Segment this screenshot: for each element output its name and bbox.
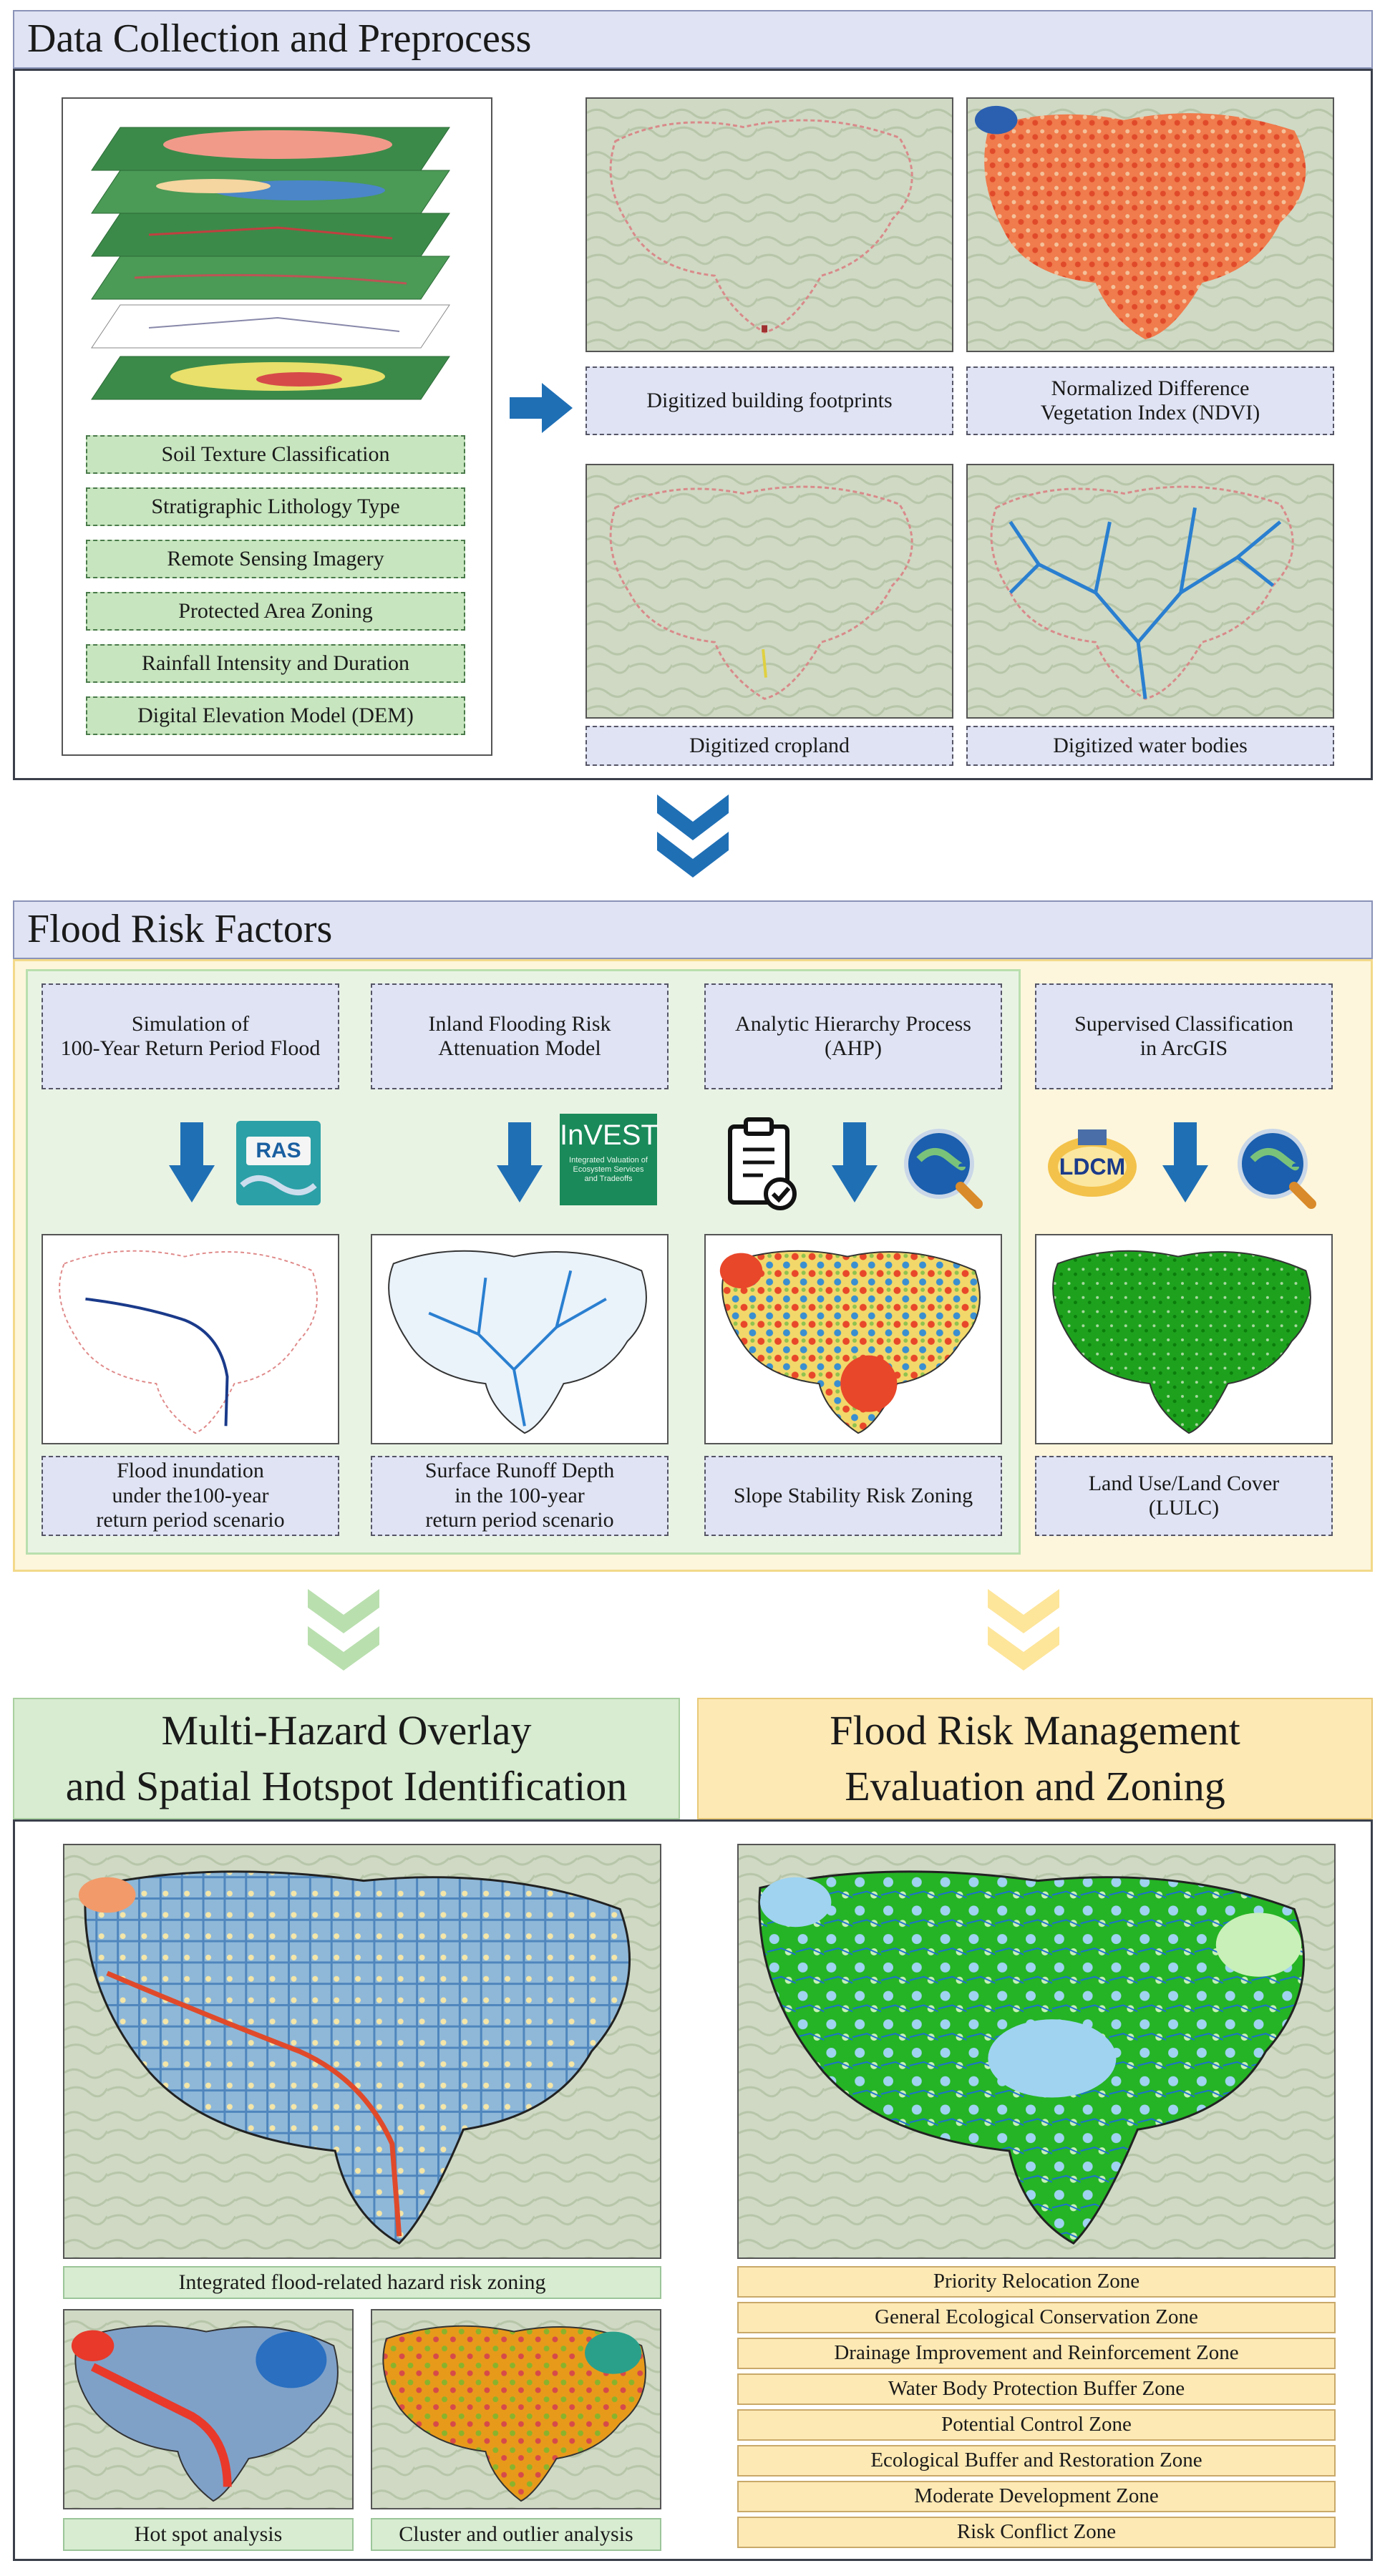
cluster-outlier-map [371,2309,661,2509]
zone-label: Water Body Protection Buffer Zone [737,2373,1336,2405]
hot-spot-map [63,2309,354,2509]
arrow-down-icon [497,1122,543,1202]
invest-title: InVEST [560,1119,659,1151]
method-label: Supervised Classification in ArcGIS [1035,983,1333,1089]
arrow-down-icon [832,1122,878,1202]
integrated-hazard-map [63,1844,661,2259]
risk-management-zoning-map [737,1844,1336,2259]
arcgis-magnifier-icon [898,1124,983,1210]
hot-spot-label: Hot spot analysis [63,2518,354,2551]
zone-label: General Ecological Conservation Zone [737,2302,1336,2333]
output-label: Digitized water bodies [966,726,1334,766]
section-header-data-collection [13,10,1373,69]
output-label: Normalized Difference Vegetation Index (NDVI) [966,366,1334,435]
clipboard-check-icon [723,1117,802,1212]
arrow-down-icon [169,1122,215,1202]
zone-label: Potential Control Zone [737,2409,1336,2441]
result-label: Flood inundation under the100-year return period scenario [42,1456,339,1536]
invest-subtitle: Integrated Valuation of Ecosystem Services and Tradeoffs [569,1156,648,1184]
output-label: Digitized building footprints [585,366,953,435]
ldcm-satellite-icon [1046,1122,1138,1205]
lulc-map [1035,1234,1333,1444]
cropland-map [585,464,953,719]
method-label: Inland Flooding Risk Attenuation Model [371,983,669,1089]
section-title: Data Collection and Preprocess [27,16,532,61]
method-label: Analytic Hierarchy Process (AHP) [704,983,1002,1089]
layer-label: Stratigraphic Lithology Type [86,487,465,526]
section-title: Flood Risk Factors [27,907,333,951]
ndvi-map [966,97,1334,352]
ldcm-text: LDCM [1059,1154,1126,1180]
hec-ras-icon [236,1121,321,1205]
zone-label: Moderate Development Zone [737,2481,1336,2512]
layer-label: Rainfall Intensity and Duration [86,644,465,683]
zone-label: Ecological Buffer and Restoration Zone [737,2445,1336,2477]
chevron-down-icon [988,1589,1059,1678]
layer-stack-illustration [63,99,491,407]
building-footprints-map [585,97,953,352]
layer-label: Digital Elevation Model (DEM) [86,696,465,735]
result-label: Surface Runoff Depth in the 100-year return period scenario [371,1456,669,1536]
ras-icon-text: RAS [246,1137,311,1165]
layer-label: Protected Area Zoning [86,592,465,631]
slope-stability-map [704,1234,1002,1444]
zone-label: Priority Relocation Zone [737,2266,1336,2298]
zone-label: Risk Conflict Zone [737,2517,1336,2548]
water-bodies-map [966,464,1334,719]
arcgis-magnifier-icon [1231,1124,1317,1210]
result-label: Land Use/Land Cover (LULC) [1035,1456,1333,1536]
layer-label: Remote Sensing Imagery [86,540,465,578]
cluster-outlier-label: Cluster and outlier analysis [371,2518,661,2551]
invest-icon [560,1114,657,1205]
arrow-down-icon [1162,1122,1208,1202]
result-label: Slope Stability Risk Zoning [704,1456,1002,1536]
section-title-risk-management: Flood Risk Management Evaluation and Zoning [697,1698,1373,1819]
method-label: Simulation of 100-Year Return Period Flood [42,983,339,1089]
section-title-multi-hazard: Multi-Hazard Overlay and Spatial Hotspot Identification [13,1698,680,1819]
chevron-down-icon [308,1589,379,1678]
arrow-right-icon [510,379,574,437]
layer-label: Soil Texture Classification [86,435,465,474]
flood-inundation-map [42,1234,339,1444]
output-label: Digitized cropland [585,726,953,766]
section-header-flood-risk-factors [13,900,1373,959]
zone-label: Drainage Improvement and Reinforcement Zone [737,2338,1336,2369]
surface-runoff-map [371,1234,669,1444]
hazard-zoning-label: Integrated flood-related hazard risk zoning [63,2266,661,2299]
chevron-down-icon [657,794,729,888]
